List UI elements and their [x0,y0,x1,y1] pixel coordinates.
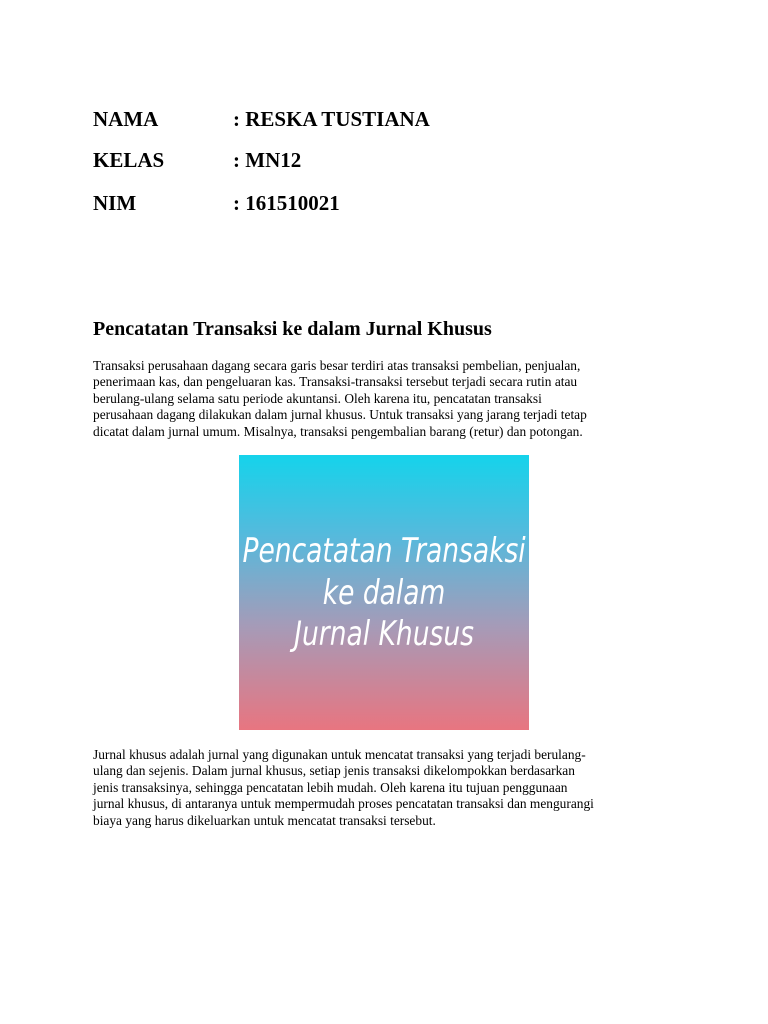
paragraph-line: jurnal khusus, di antaranya untuk mempermudah proses pencatatan transaksi dan mengurangi [93,796,594,812]
name-row [93,106,430,132]
name-value: : RESKA TUSTIANA [233,107,430,131]
class-value: : MN12 [233,148,302,172]
paragraph-definition [93,747,683,829]
paragraph-line: Jurnal khusus adalah jurnal yang digunakan untuk mencatat transaksi yang terjadi berulang- [93,747,586,762]
cover-line-1: Pencatatan Transaksi [242,531,526,571]
class-label: KELAS [93,148,165,172]
paragraph-line: biaya yang harus dikeluarkan untuk mencatat transaksi tersebut. [93,812,436,828]
class-row [93,147,301,173]
cover-image [239,455,529,730]
paragraph-line: ulang dan sejenis. Dalam jurnal khusus, setiap jenis transaksi dikelompokkan berdasarkan [93,763,575,779]
article-title: Pencatatan Transaksi ke dalam Jurnal Khusus [93,318,492,340]
name-label: NAMA [93,107,159,131]
paragraph-line: perusahaan dagang dilakukan dalam jurnal khusus. Untuk transaksi yang jarang terjadi tetap [93,407,587,423]
paragraph-line: Transaksi perusahaan dagang secara garis besar terdiri atas transaksi pembelian, penjualan, [93,358,581,373]
paragraph-intro [93,358,683,440]
nim-row [93,190,340,216]
nim-label: NIM [93,191,137,215]
paragraph-line: penerimaan kas, dan pengeluaran kas. Transaksi-transaksi tersebut terjadi secara rutin atau [93,374,578,390]
paragraph-line: dicatat dalam jurnal umum. Misalnya, transaksi pengembalian barang (retur) dan potongan. [93,423,583,439]
nim-value: : 161510021 [233,191,340,215]
paragraph-line: berulang-ulang selama satu periode akuntansi. Oleh karena itu, pencatatan transaksi [93,390,542,406]
cover-image-text [239,455,529,730]
cover-line-3: Jurnal Khusus [294,614,474,654]
paragraph-line: jenis transaksinya, sehingga pencatatan lebih mudah. Oleh karena itu tujuan penggunaan [93,779,568,795]
cover-line-2: ke dalam [322,573,446,613]
